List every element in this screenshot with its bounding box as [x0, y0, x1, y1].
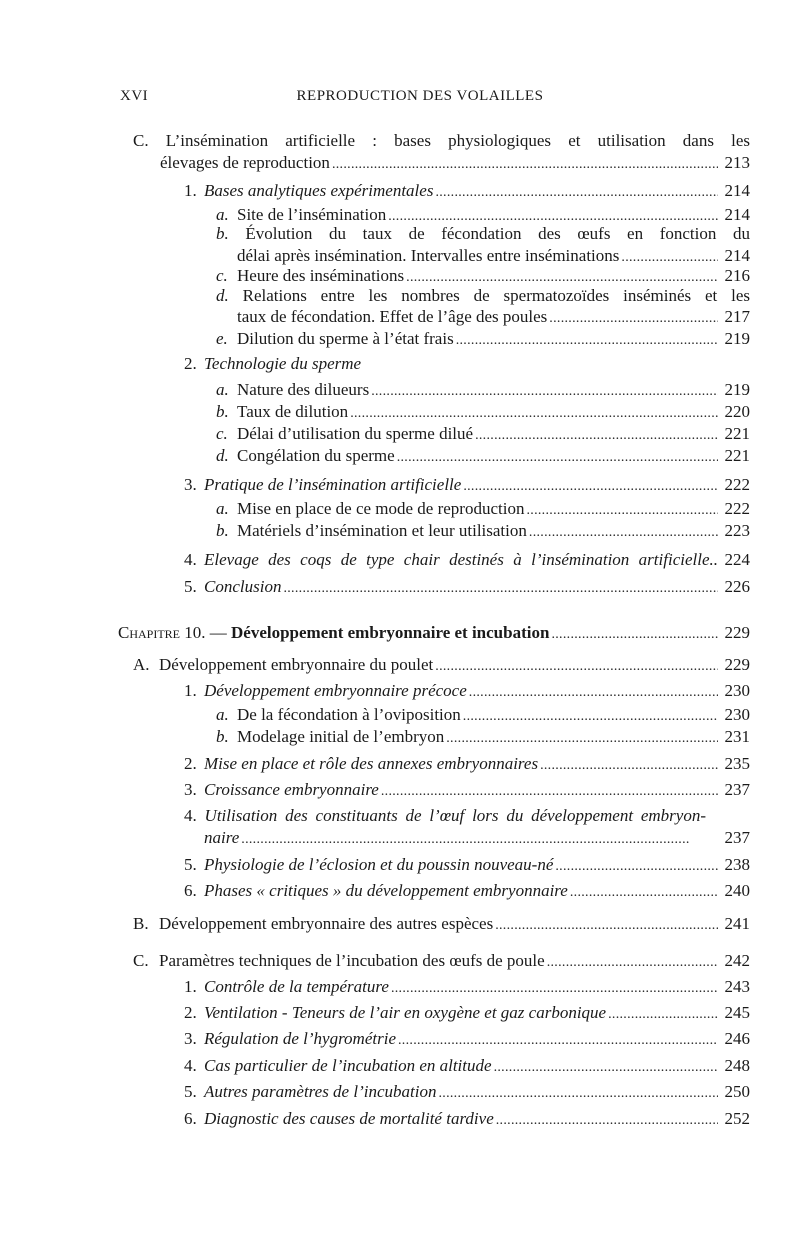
toc-entry-c-4[interactable]: [184, 549, 750, 570]
toc-entry-text: Physiologie de l’éclosion et du poussin nouveau-né: [204, 855, 554, 874]
toc-entry-text: élevages de reproduction: [160, 153, 330, 172]
toc-page-number: 235: [724, 754, 750, 773]
toc-entry-number: a.: [216, 499, 229, 518]
toc-entry-number: b.: [216, 521, 229, 540]
leader-dots: [332, 154, 718, 175]
toc-entry-a-1-a[interactable]: [216, 704, 750, 727]
toc-page-number: 214: [724, 246, 750, 265]
toc-entry-text: Bases analytiques expérimentales: [204, 181, 434, 200]
toc-entry-c-5[interactable]: [184, 576, 750, 599]
toc-page-number: 213: [724, 153, 750, 172]
toc-entry-text: Site de l’insémination: [237, 205, 387, 224]
toc-entry-number: B.: [133, 914, 149, 933]
toc-entry-text: Ventilation - Teneurs de l’air en oxygène et gaz carbonique: [204, 1003, 607, 1022]
toc-page-number: 224: [724, 550, 750, 569]
toc-entry-number: b.: [216, 727, 229, 746]
toc-entry-number: C.: [133, 951, 149, 970]
leader-dots: [608, 1004, 718, 1025]
running-header-title: REPRODUCTION DES VOLAILLES: [296, 88, 544, 104]
leader-dots: [469, 682, 718, 703]
toc-entry-text: Taux de dilution: [237, 402, 349, 421]
toc-entry-c-1-e[interactable]: [216, 328, 750, 351]
leader-dots: [381, 781, 718, 802]
toc-page-number: 214: [724, 181, 750, 200]
toc-entry-a-1-b[interactable]: [216, 726, 750, 749]
toc-entry-a-3[interactable]: [184, 779, 750, 802]
toc-entry-c-3-b[interactable]: [216, 520, 750, 543]
toc-entry-text: Pratique de l’insémination artificielle: [204, 475, 462, 494]
leader-dots: [555, 856, 718, 877]
toc-entry-text: De la fécondation à l’oviposition: [237, 705, 461, 724]
toc-page-number: 222: [724, 499, 750, 518]
toc-entry-number: c.: [216, 424, 228, 443]
toc-entry-text: Développement embryonnaire du poulet: [159, 655, 434, 674]
toc-entry-text: Mise en place et rôle des annexes embryonnaires: [204, 754, 539, 773]
toc-entry-c-2-c[interactable]: [216, 423, 750, 446]
toc-entry-text: Phases « critiques » du développement embryonnaire: [204, 881, 568, 900]
toc-page-number: 243: [724, 977, 750, 996]
toc-entry-text: Autres paramètres de l’incubation: [204, 1082, 437, 1101]
toc-entry-number: 4.: [184, 806, 197, 825]
toc-entry-number: 2.: [184, 754, 197, 773]
leader-dots: [494, 1057, 718, 1078]
toc-entry-number: 5.: [184, 1082, 197, 1101]
toc-entry-number: a.: [216, 705, 229, 724]
toc-entry-text: Dilution du sperme à l’état frais: [237, 329, 454, 348]
leader-dots: [529, 522, 718, 543]
toc-entry-text: Régulation de l’hygrométrie: [204, 1029, 396, 1048]
toc-chapter-10[interactable]: [118, 622, 750, 645]
toc-page-number: 230: [724, 681, 750, 700]
leader-dots: [398, 1030, 718, 1051]
toc-page-number: 248: [724, 1056, 750, 1075]
leader-dots: [475, 425, 718, 446]
toc-page-number: 240: [724, 881, 750, 900]
toc-entry-c-1-d-line1: [216, 285, 750, 306]
toc-page-number: 220: [724, 402, 750, 421]
toc-entry-c-3[interactable]: [184, 474, 750, 497]
toc-entry-number: C.: [133, 131, 149, 150]
toc-entry-text: Délai d’utilisation du sperme dilué: [237, 424, 474, 443]
toc-entry-number: 3.: [184, 1029, 197, 1048]
toc-entry-text: Matériels d’insémination et leur utilisation: [237, 521, 527, 540]
leader-dots: [526, 500, 718, 521]
toc-entry-number: 2.: [184, 354, 197, 373]
leader-dots: [540, 755, 718, 776]
toc-entry-c-incubation-1[interactable]: [184, 976, 750, 999]
toc-entry-number: e.: [216, 329, 228, 348]
chapter-title: Développement embryonnaire et incubation: [231, 623, 550, 642]
toc-entry-number: 1.: [184, 681, 197, 700]
toc-entry-text: Mise en place de ce mode de reproduction: [237, 499, 525, 518]
leader-dots: [496, 1110, 718, 1131]
toc-entry-number: 2.: [184, 1003, 197, 1022]
leader-dots: [446, 728, 718, 749]
toc-entry-number: 3.: [184, 780, 197, 799]
toc-entry-text: Congélation du sperme: [237, 446, 395, 465]
toc-entry-c-2-b[interactable]: [216, 401, 750, 424]
toc-page-number: 245: [724, 1003, 750, 1022]
toc-entry-number: 3.: [184, 475, 197, 494]
leader-dots: [397, 447, 718, 468]
toc-page-number: 229: [724, 655, 750, 674]
toc-entry-a-1[interactable]: [184, 680, 750, 703]
toc-entry-b[interactable]: [133, 913, 750, 936]
toc-entry-text: taux de fécondation. Effet de l’âge des poules: [237, 307, 548, 326]
toc-page-number: 237: [724, 780, 750, 799]
leader-dots: [435, 182, 718, 203]
toc-page-number: 246: [724, 1029, 750, 1048]
toc-entry-text: Nature des dilueurs: [237, 380, 370, 399]
toc-entry-number: 5.: [184, 855, 197, 874]
toc-entry-text: Paramètres techniques de l’incubation des œufs de poule: [159, 951, 545, 970]
toc-entry-c-2-a[interactable]: [216, 379, 750, 402]
toc-entry-number: b.: [216, 402, 229, 421]
toc-entry-number: d.: [216, 286, 229, 305]
toc-entry-c-incubation-3[interactable]: [184, 1028, 750, 1051]
toc-page-number: 219: [724, 329, 750, 348]
leader-dots: [391, 978, 718, 999]
toc-entry-a-4-line1: [184, 805, 706, 826]
toc-entry-number: 4.: [184, 1056, 197, 1075]
leader-dots: [463, 706, 718, 727]
toc-entry-text: Évolution du taux de fécondation des œufs en fonction du: [245, 224, 750, 243]
toc-entry-text: Elevage des coqs de type chair destinés à l’insémination artificielle..: [204, 550, 718, 569]
toc-entry-text: Diagnostic des causes de mortalité tardive: [204, 1109, 494, 1128]
toc-entry-text: naire: [204, 828, 240, 847]
leader-dots: [570, 882, 718, 903]
toc-page-number: 216: [724, 266, 750, 285]
toc-page-number: 221: [724, 446, 750, 465]
chapter-label: Chapitre 10. —: [118, 623, 227, 642]
toc-entry-a[interactable]: [133, 654, 750, 677]
toc-page-number: 250: [724, 1082, 750, 1101]
toc-page-number: 242: [724, 951, 750, 970]
toc-page-number: 221: [724, 424, 750, 443]
toc-entry-text: Utilisation des constituants de l’œuf lors du développement embryon-: [204, 806, 706, 825]
toc-entry-a-2[interactable]: [184, 753, 750, 776]
toc-entry-number: 6.: [184, 1109, 197, 1128]
toc-page-number: 241: [724, 914, 750, 933]
toc-entry-c-2[interactable]: [184, 353, 361, 374]
toc-entry-text: L’insémination artificielle : bases physiologiques et utilisation dans les: [165, 131, 750, 150]
toc-page-number: 226: [724, 577, 750, 596]
leader-dots: [547, 952, 718, 973]
toc-page-number: 238: [724, 855, 750, 874]
leader-dots: [283, 578, 718, 599]
toc-entry-text: Relations entre les nombres de spermatozoïdes inséminés et les: [242, 286, 750, 305]
toc-entry-text: Contrôle de la température: [204, 977, 389, 996]
toc-entry-number: 4.: [184, 550, 197, 569]
toc-page-number: 231: [724, 727, 750, 746]
toc-entry-number: A.: [133, 655, 150, 674]
toc-entry-text: Conclusion: [204, 577, 282, 596]
toc-entry-c-incubation[interactable]: [133, 950, 750, 973]
toc-entry-c-1-b-line1: [216, 223, 750, 244]
toc-entry-c-3-a[interactable]: [216, 498, 750, 521]
leader-dots: [463, 476, 718, 497]
toc-entry-text: Croissance embryonnaire: [204, 780, 379, 799]
leader-dots: [495, 915, 718, 936]
toc-entry-c-incubation-4[interactable]: [184, 1055, 750, 1078]
toc-entry-c-incubation-5[interactable]: [184, 1081, 750, 1104]
toc-entry-number: 5.: [184, 577, 197, 596]
toc-entry-number: 1.: [184, 181, 197, 200]
toc-entry-c-1[interactable]: [184, 180, 750, 203]
toc-entry-text: Cas particulier de l’incubation en altitude: [204, 1056, 492, 1075]
running-header-page-number: XVI: [120, 88, 149, 104]
toc-entry-number: a.: [216, 380, 229, 399]
toc-entry-number: 6.: [184, 881, 197, 900]
leader-dots: [551, 624, 718, 645]
toc-entry-a-4[interactable]: [204, 827, 750, 850]
toc-page-number: 214: [724, 205, 750, 224]
leader-dots: [350, 403, 718, 424]
toc-page-number: 229: [724, 623, 750, 642]
toc-entry-c[interactable]: [160, 152, 750, 175]
toc-entry-text: Modelage initial de l’embryon: [237, 727, 445, 746]
toc-entry-number: 1.: [184, 977, 197, 996]
toc-entry-text: Développement embryonnaire des autres espèces: [159, 914, 494, 933]
toc-entry-number: d.: [216, 446, 229, 465]
leader-dots: [241, 829, 718, 850]
toc-entry-number: a.: [216, 205, 229, 224]
toc-entry-a-6[interactable]: [184, 880, 750, 903]
toc-entry-c-incubation-2[interactable]: [184, 1002, 750, 1025]
leader-dots: [549, 308, 718, 329]
toc-page-number: 237: [724, 828, 750, 847]
leader-dots: [438, 1083, 718, 1104]
toc-entry-number: b.: [216, 224, 229, 243]
toc-page-number: 252: [724, 1109, 750, 1128]
toc-entry-c-incubation-6[interactable]: [184, 1108, 750, 1131]
toc-entry-text: Heure des inséminations: [237, 266, 405, 285]
toc-page-number: 223: [724, 521, 750, 540]
toc-entry-a-5[interactable]: [184, 854, 750, 877]
toc-entry-c-1-d[interactable]: [237, 306, 750, 329]
toc-entry-text: délai après insémination. Intervalles entre inséminations: [237, 246, 620, 265]
leader-dots: [435, 656, 718, 677]
leader-dots: [371, 381, 718, 402]
toc-entry-c-line1: [133, 130, 750, 151]
toc-page-number: 217: [724, 307, 750, 326]
toc-entry-number: c.: [216, 266, 228, 285]
toc-page-number: 222: [724, 475, 750, 494]
toc-entry-text: Développement embryonnaire précoce: [204, 681, 467, 700]
toc-entry-text: Technologie du sperme: [204, 354, 362, 373]
toc-page-number: 219: [724, 380, 750, 399]
leader-dots: [456, 330, 718, 351]
toc-entry-c-2-d[interactable]: [216, 445, 750, 468]
toc-page-number: 230: [724, 705, 750, 724]
